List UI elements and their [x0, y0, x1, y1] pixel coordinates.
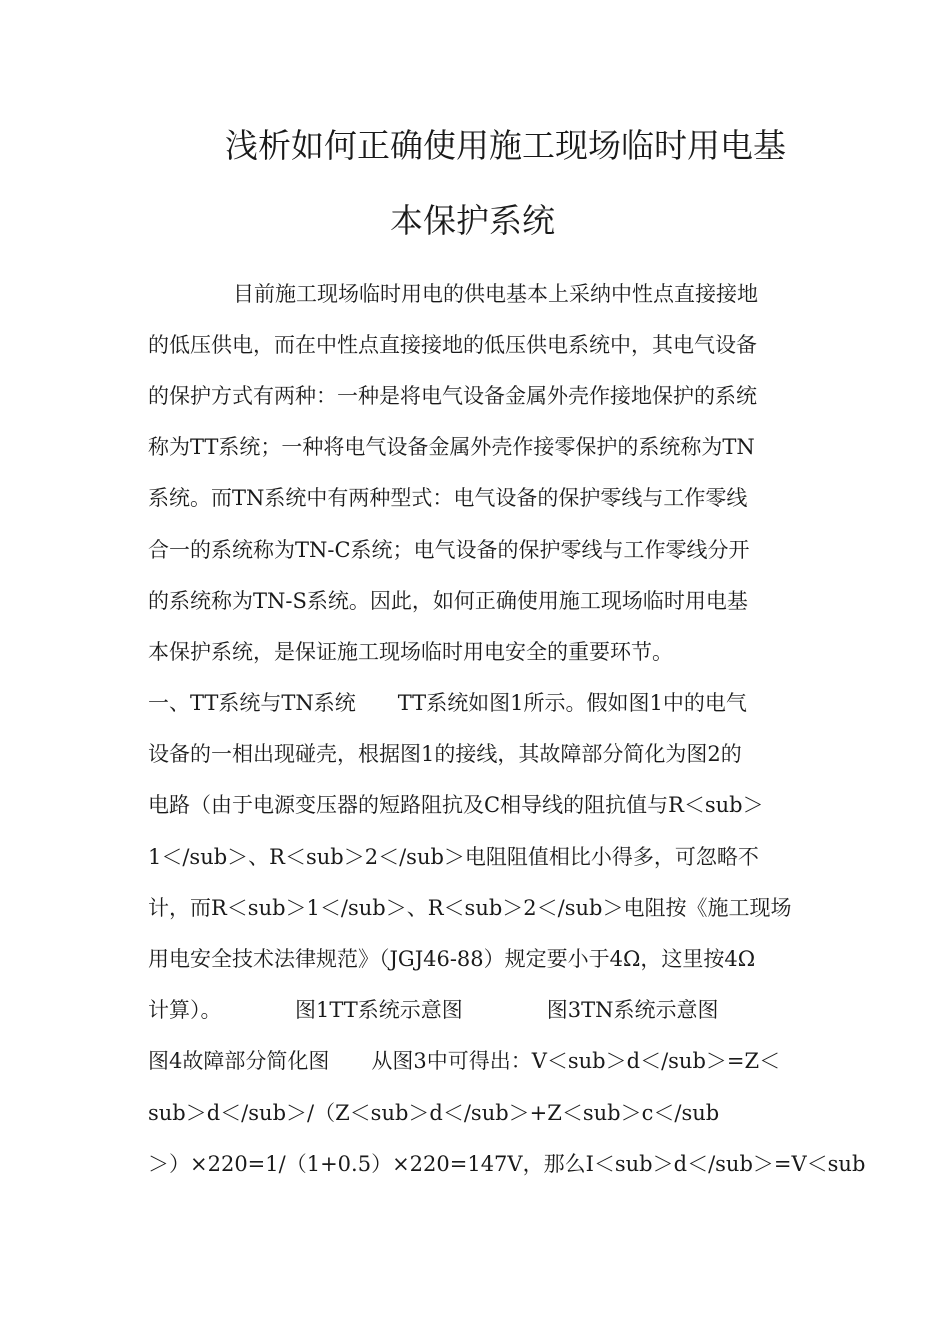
paragraph-line-9: 一、TT系统与TN系统 TT系统如图1所示。假如图1中的电气: [148, 691, 747, 715]
paragraph-line-4: 称为TT系统；一种将电气设备金属外壳作接零保护的系统称为TN: [148, 435, 755, 459]
paragraph-line-8: 本保护系统，是保证施工现场临时用电安全的重要环节。: [148, 640, 673, 664]
paragraph-line-3: 的保护方式有两种：一种是将电气设备金属外壳作接地保护的系统: [148, 384, 757, 408]
paragraph-line-5: 系统。而TN系统中有两种型式：电气设备的保护零线与工作零线: [148, 486, 748, 510]
paragraph-line-13: 计，而R＜sub＞1＜/sub＞、R＜sub＞2＜/sub＞电阻按《施工现场: [148, 896, 792, 920]
paragraph-line-17: sub＞d＜/sub＞/（Z＜sub＞d＜/sub＞+Z＜sub＞c＜/sub: [148, 1101, 720, 1125]
paragraph-line-15: 计算）。 图1TT系统示意图 图3TN系统示意图: [148, 998, 719, 1022]
paragraph-line-18: ＞）×220=1/（1+0.5）×220=147V，那么I＜sub＞d＜/sub＞=V＜sub: [148, 1152, 866, 1176]
paragraph-line-6: 合一的系统称为TN-C系统；电气设备的保护零线与工作零线分开: [148, 538, 750, 562]
paragraph-line-1: 目前施工现场临时用电的供电基本上采纳中性点直接接地: [233, 282, 758, 306]
paragraph-line-11: 电路（由于电源变压器的短路阻抗及C相导线的阻抗值与R＜sub＞: [148, 793, 764, 817]
paragraph-line-12: 1＜/sub＞、R＜sub＞2＜/sub＞电阻阻值相比小得多，可忽略不: [148, 845, 759, 869]
paragraph-line-14: 用电安全技术法律规范》（JGJ46-88）规定要小于4Ω，这里按4Ω: [148, 947, 756, 971]
paragraph-line-10: 设备的一相出现碰壳，根据图1的接线，其故障部分简化为图2的: [148, 742, 742, 766]
document-title-line-1: 浅析如何正确使用施工现场临时用电基: [225, 126, 786, 165]
paragraph-line-7: 的系统称为TN-S系统。因此，如何正确使用施工现场临时用电基: [148, 589, 748, 613]
paragraph-line-2: 的低压供电，而在中性点直接接地的低压供电系统中，其电气设备: [148, 333, 757, 357]
document-title-line-2: 本保护系统: [390, 201, 555, 240]
paragraph-line-16: 图4故障部分简化图 从图3中可得出：V＜sub＞d＜/sub＞=Z＜: [148, 1049, 781, 1073]
